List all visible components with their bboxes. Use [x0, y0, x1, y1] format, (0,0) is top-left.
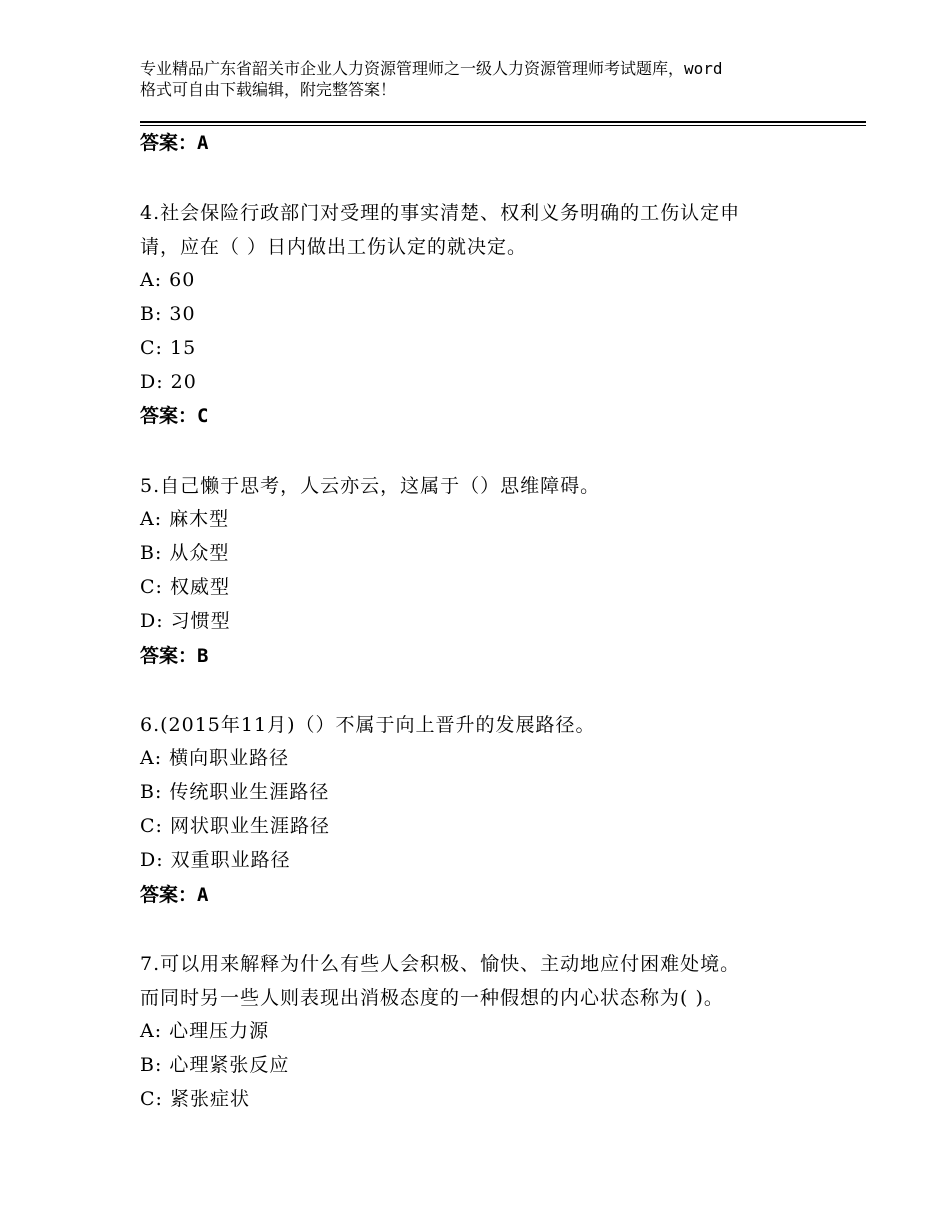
question-4-option-c: C: 15 — [140, 337, 197, 359]
question-7-option-b: B: 心理紧张反应 — [140, 1054, 290, 1076]
question-4-option-d: D: 20 — [140, 371, 197, 393]
question-6-option-b: B: 传统职业生涯路径 — [140, 781, 330, 803]
answer-q5: 答案：B — [140, 645, 209, 667]
question-4-text — [140, 196, 830, 264]
question-5-option-c: C: 权威型 — [140, 576, 230, 598]
question-4-option-b: B: 30 — [140, 303, 196, 325]
question-7-line-1: 7.可以用来解释为什么有些人会积极、愉快、主动地应付困难处境。 — [140, 953, 741, 975]
answer-q6: 答案：A — [140, 884, 209, 906]
question-4-option-a: A: 60 — [140, 269, 196, 291]
question-7-text — [140, 947, 830, 1015]
question-6-option-d: D: 双重职业路径 — [140, 849, 291, 871]
title-line-2: 格式可自由下载编辑，附完整答案！ — [140, 80, 397, 99]
header-rule-thick — [140, 121, 866, 123]
question-6-text — [140, 708, 830, 742]
document-title — [140, 58, 840, 100]
question-7-option-c: C: 紧张症状 — [140, 1088, 250, 1110]
question-7-option-a: A: 心理压力源 — [140, 1020, 270, 1042]
question-6-line-1: 6.(2015年11月)（）不属于向上晋升的发展路径。 — [140, 714, 596, 736]
question-4-line-1: 4.社会保险行政部门对受理的事实清楚、权利义务明确的工伤认定申 — [140, 202, 741, 224]
title-line-1: 专业精品广东省韶关市企业人力资源管理师之一级人力资源管理师考试题库，word — [140, 59, 723, 78]
answer-q4: 答案：C — [140, 405, 209, 427]
question-4-line-2: 请，应在（ ）日内做出工伤认定的就决定。 — [140, 236, 528, 258]
question-6-option-a: A: 横向职业路径 — [140, 747, 290, 769]
question-7-line-2: 而同时另一些人则表现出消极态度的一种假想的内心状态称为( )。 — [140, 987, 724, 1009]
answer-q3: 答案：A — [140, 132, 209, 154]
header-rule-thin — [140, 125, 866, 126]
question-5-option-b: B: 从众型 — [140, 542, 230, 564]
question-5-line-1: 5.自己懒于思考，人云亦云，这属于（）思维障碍。 — [140, 475, 601, 497]
question-6-option-c: C: 网状职业生涯路径 — [140, 815, 330, 837]
question-5-option-d: D: 习惯型 — [140, 610, 231, 632]
question-5-text — [140, 469, 830, 503]
question-5-option-a: A: 麻木型 — [140, 508, 230, 530]
